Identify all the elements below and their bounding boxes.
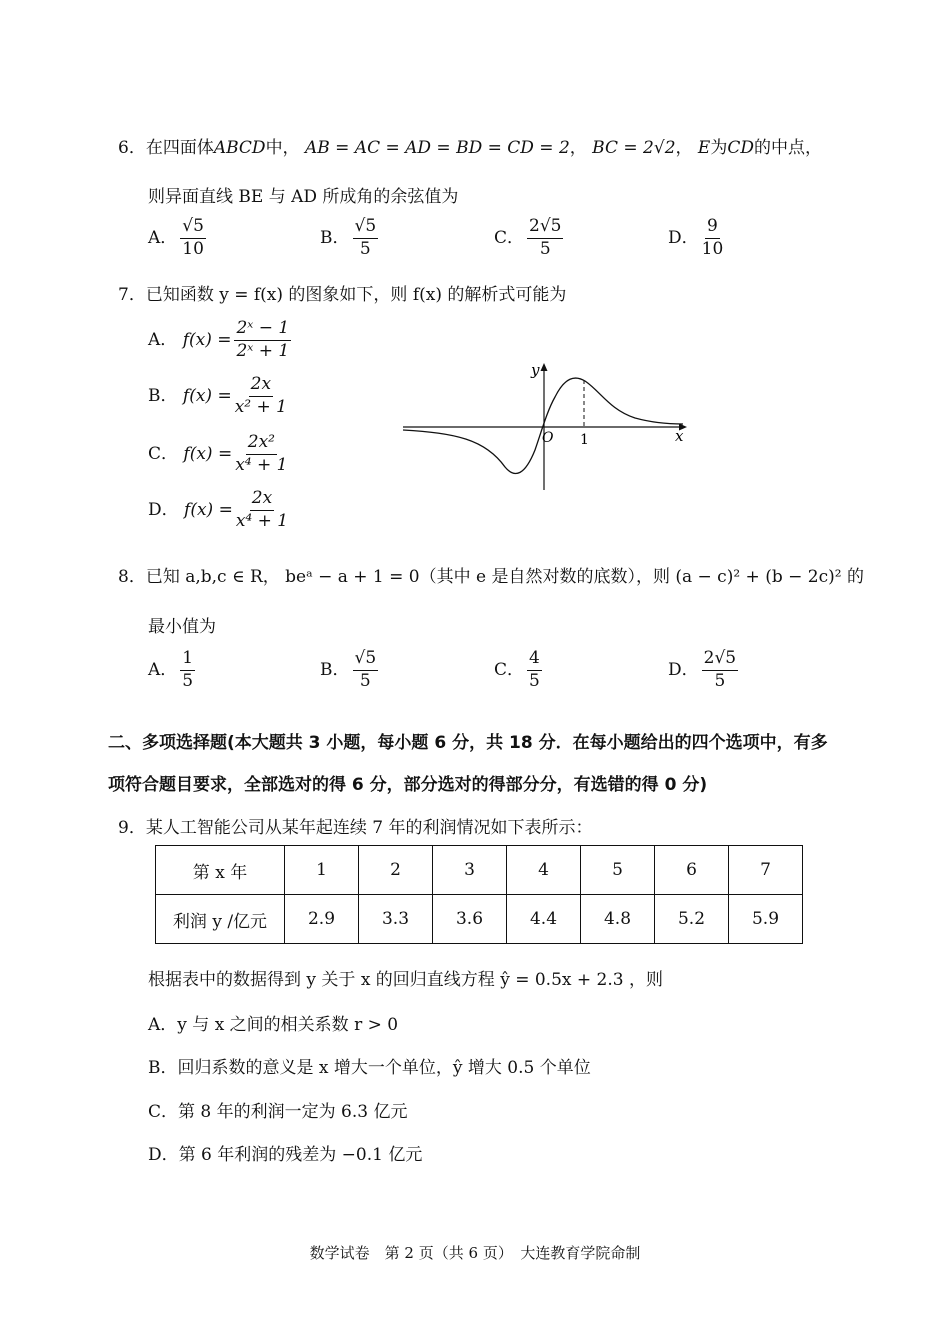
option-text: 回归系数的意义是 x 增大一个单位，ŷ 增大 0.5 个单位: [177, 1058, 591, 1078]
question-number: 9．: [118, 818, 146, 838]
q6-line2: 则异面直线 BE 与 AD 所成角的余弦值为: [148, 187, 459, 207]
q9-option-c: [148, 1097, 407, 1122]
q9-option-d: [148, 1140, 422, 1165]
q6-option-a: [148, 218, 209, 259]
numerator: 2x²: [246, 434, 277, 455]
q6-option-b: [320, 218, 381, 259]
q7-option-d: [148, 490, 291, 531]
q6-option-d: [668, 218, 726, 259]
option-label: D．: [668, 659, 699, 680]
q9-stem: [118, 813, 592, 838]
fraction: [180, 650, 195, 691]
table-cell: 5.2: [655, 895, 729, 944]
table-row: [156, 846, 803, 895]
q7-text: 已知函数 y = f(x) 的图象如下，则 f(x) 的解析式可能为: [145, 285, 567, 305]
q6-var: ABCD: [213, 138, 266, 158]
fraction: [353, 218, 379, 259]
option-label: A．: [148, 227, 178, 248]
q6-equation: BC = 2√2: [592, 138, 676, 158]
origin-label: O: [542, 430, 554, 446]
profit-table: [155, 845, 803, 944]
q6-text: ，: [569, 138, 587, 158]
numerator: 2√5: [702, 650, 738, 671]
denominator: 5: [529, 670, 540, 691]
q8-option-a: [148, 650, 198, 691]
q8-text: 已知 a,b,c ∈ R， beᵃ − a + 1 = 0（其中 e 是自然对数的底数），则 (a − c)² + (b − 2c)² 的: [145, 567, 864, 587]
fraction: [702, 218, 724, 259]
section-header-line2: 项符合题目要求，全部选对的得 6 分，部分选对的得部分分，有选错的得 0 分): [108, 775, 708, 795]
y-label: y: [531, 361, 540, 379]
numerator: √5: [353, 218, 379, 239]
table-cell: 5: [581, 846, 655, 895]
q6-var: E: [697, 138, 711, 158]
function-lhs: f(x) =: [182, 329, 232, 350]
option-label: C．: [494, 659, 525, 680]
denominator: 5: [714, 670, 726, 691]
question-number: 7．: [118, 285, 146, 305]
q9-after-text: 根据表中的数据得到 y 关于 x 的回归直线方程 ŷ = 0.5x + 2.3 ，则: [148, 970, 663, 990]
option-label: D．: [668, 227, 699, 248]
q9-option-a: [148, 1010, 398, 1035]
option-label: B．: [148, 385, 178, 406]
numerator: 1: [180, 650, 195, 671]
table-cell: 5.9: [729, 895, 803, 944]
denominator: 5: [359, 670, 371, 691]
function-lhs: f(x) =: [182, 385, 232, 406]
fraction: [234, 320, 291, 361]
row-header: 利润 y /亿元: [156, 895, 285, 944]
denominator: 10: [701, 238, 724, 259]
option-label: B．: [320, 227, 350, 248]
q6-text: 的中点，: [753, 138, 822, 158]
table-cell: 2.9: [285, 895, 359, 944]
q6-equation: AB = AC = AD = BD = CD = 2: [304, 138, 570, 158]
q6-option-c: [494, 218, 566, 259]
fraction: [235, 434, 287, 475]
table-cell: 6: [655, 846, 729, 895]
q6-text: 在四面体: [145, 138, 214, 158]
q8-line1: [118, 562, 864, 587]
fraction: [180, 218, 206, 259]
table-cell: 7: [729, 846, 803, 895]
table-cell: 1: [285, 846, 359, 895]
q8-option-c: [494, 650, 545, 691]
table-cell: 3: [433, 846, 507, 895]
q7-stem: [118, 280, 566, 305]
option-label: A．: [148, 329, 178, 350]
fraction: [702, 650, 738, 691]
q6-var: CD: [727, 138, 754, 158]
numerator: √5: [180, 218, 206, 239]
q8-option-d: [668, 650, 741, 691]
q6-text: ，: [675, 138, 693, 158]
function-lhs: f(x) =: [183, 443, 233, 464]
numerator: 2√5: [527, 218, 563, 239]
option-label: D．: [148, 499, 179, 520]
denominator: 5: [182, 670, 194, 691]
fraction: [527, 650, 542, 691]
option-label: D．: [148, 1145, 179, 1165]
q7-option-c: [148, 434, 291, 475]
denominator: 5: [539, 238, 551, 259]
function-graph: [395, 355, 695, 495]
q7-option-b: [148, 376, 290, 417]
q6-text: 为: [710, 138, 728, 158]
denominator: x⁴ + 1: [235, 510, 289, 531]
question-number: 6．: [118, 138, 146, 158]
option-label: C．: [494, 227, 525, 248]
numerator: 9: [705, 218, 720, 239]
denominator: x⁴ + 1: [235, 454, 288, 475]
denominator: x² + 1: [234, 396, 287, 417]
q9-text: 某人工智能公司从某年起连续 7 年的利润情况如下表所示：: [145, 818, 593, 838]
fraction: [235, 376, 287, 417]
table-cell: 3.3: [359, 895, 433, 944]
numerator: 2ˣ − 1: [234, 320, 291, 341]
q8-line2: 最小值为: [148, 617, 216, 637]
denominator: 5: [359, 238, 371, 259]
function-lhs: f(x) =: [184, 499, 233, 520]
q6-text: 中，: [265, 138, 300, 158]
x-label: x: [675, 427, 684, 445]
option-text: 第 6 年利润的残差为 −0.1 亿元: [178, 1145, 423, 1165]
option-text: 第 8 年的利润一定为 6.3 亿元: [178, 1102, 408, 1122]
fraction: [236, 490, 288, 531]
table-row: [156, 895, 803, 944]
numerator: 2x: [249, 376, 273, 397]
question-number: 8．: [118, 567, 146, 587]
tick-label: 1: [580, 432, 589, 448]
page-footer: 数学试卷 第 2 页（共 6 页） 大连教育学院命制: [309, 1244, 641, 1262]
section-header-line1: 二、多项选择题(本大题共 3 小题，每小题 6 分，共 18 分．在每小题给出的四个选项中，有多: [108, 733, 828, 753]
numerator: √5: [353, 650, 379, 671]
option-label: C．: [148, 1102, 179, 1122]
q7-option-a: [148, 320, 294, 361]
fraction: [527, 218, 563, 259]
q6-line1: [118, 133, 822, 158]
row-header: 第 x 年: [156, 846, 285, 895]
option-label: A．: [148, 1015, 178, 1035]
denominator: 2ˣ + 1: [236, 340, 290, 361]
numerator: 2x: [250, 490, 274, 511]
option-label: B．: [148, 1058, 178, 1078]
option-label: A．: [148, 659, 178, 680]
fraction: [353, 650, 379, 691]
option-text: y 与 x 之间的相关系数 r > 0: [177, 1015, 399, 1035]
table-cell: 4.4: [507, 895, 581, 944]
numerator: 4: [527, 650, 542, 671]
function-curve: [403, 378, 683, 473]
q8-option-b: [320, 650, 381, 691]
denominator: 10: [182, 238, 204, 259]
table-cell: 4.8: [581, 895, 655, 944]
table-cell: 4: [507, 846, 581, 895]
option-label: C．: [148, 443, 179, 464]
table-cell: 3.6: [433, 895, 507, 944]
y-axis-arrow: [541, 363, 548, 371]
option-label: B．: [320, 659, 350, 680]
q9-option-b: [148, 1053, 591, 1078]
table-cell: 2: [359, 846, 433, 895]
